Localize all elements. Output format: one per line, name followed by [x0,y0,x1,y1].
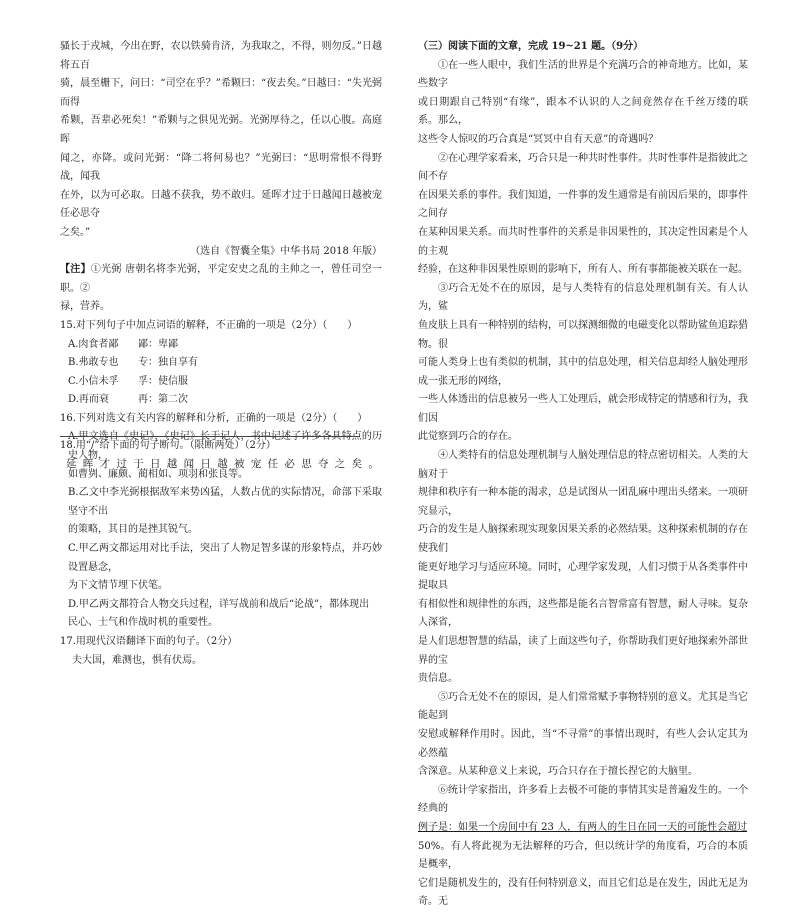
option-word: B.弗敢专也 [68,357,119,369]
paragraph-4-line: 巧合的发生是人脑探索现实现象因果关系的必然结果。这种探索机制的存在使我们 [418,524,748,555]
right-column [418,38,748,912]
paragraph-6-line-underlined: 例子是：如果一个房间中有 23 人，有两人的生日在同一天的可能性会超过 [418,821,748,833]
paragraph-3-line: 鱼皮肤上具有一种特别的结构，可以探测细微的电磁变化以帮助鲨鱼追踪猎物。很 [418,319,748,350]
paragraph-4-line: 能更好地学习与适应环境。同时，心理学家发现，人们习惯于从各类事件中提取具 [418,561,748,592]
passage-line: 希颗，吾辈必死矣！”希颗与之俱见光弼。光弼厚待之，任以心腹。高庭晖 [60,115,382,145]
q18-sentence[interactable]: 延晖才过于日越闻日越被宠任必思夺之矣。 [66,458,386,470]
paragraph-1-line: 这些令人惊叹的巧合真是“冥冥中自有天意”的奇遇吗？ [418,133,659,145]
paragraph-5: ⑤巧合无处不在的原因，是人们常常赋予事物特别的意义。尤其是当它能起到 [418,691,748,722]
passage-line: 骑，晨至栅下，问曰：“司空在乎？”希颗曰：“夜去矣。”日越曰：“失光弼而得 [60,78,382,108]
q15-option[interactable] [60,336,382,355]
paragraph-2: ②在心理学家看来，巧合只是一种共时性事件。共时性事件是指彼此之间不存 [418,152,748,183]
paragraph-4-line: 是人们思想智慧的结晶，读了上面这些句子，你帮助我们更好地探索外部世界的宝 [418,636,748,666]
paragraph-4-line: 有相似性和规律性的东西，这些都是能名言智常富有智慧，耐人寻味。复杂人深省， [418,598,748,629]
note-label: 【注】 [60,264,91,276]
annotation-note [60,261,382,298]
q16-option-a[interactable]: A.甲文选自《史记》，《史记》长于记人，书中记述了许多各具特点的历史人物， [68,431,382,462]
paragraph-4-line: 规律和秩序有一种本能的渴求，总是试图从一团乱麻中理出头绪来。一项研究显示， [418,487,748,517]
paragraph-1-line: 或日期跟自己特别“有缘”，跟本不认识的人之间竟然存在千丝万缕的联系。那么， [418,96,748,127]
option-gloss: 孚：使信服 [138,375,188,387]
paragraph-6-line: 50%。有人将此视为无法解释的巧合，但以统计学的角度看，巧合的本质是概率， [418,840,748,871]
q15-option[interactable] [60,373,382,392]
option-word: A.肉食者鄙 [68,338,119,350]
paragraph-3-line: 可能人类身上也有类似的机制，其中的信息处理，相关信息却经人脑处理形成一张无形的网络， [418,357,748,387]
paragraph-4: ④人类特有的信息处理机制与人脑处理信息的特点密切相关。人类的大脑对于 [418,450,748,480]
option-gloss: 再：第二次 [138,394,188,406]
q16-option-b[interactable]: B.乙文中李光弼根据敌军来势凶猛，人数占优的实际情况，命部下采取坚守不出 [68,487,382,517]
option-word: D.再而衰 [68,394,109,406]
paragraph-3-line: 一些人体透出的信息被另一些人工处理后，就会形成特定的情感和行为，我们因 [418,394,748,424]
paragraph-3-line: 此觉察到巧合的存在。 [418,431,518,443]
passage-line: 之矣。” [60,226,91,238]
passage-line: 在外，以为可必取。日越不获我，势不敢归。延晖才过于日越闻日越被宠任必思夺 [60,189,382,220]
paragraph-2-line: 经验，在这种非因果性原则的影响下，所有人、所有事都能被关联在一起。 [418,264,748,276]
paragraph-6-line: 它们是随机发生的，没有任何特别意义，而且它们总是在发生，因此无足为奇。无 [418,877,748,908]
paragraph-1: ①在一些人眼中，我们生活的世界是个充满巧合的神奇地方。比如，某些数字 [418,59,748,90]
paragraph-5-line: 安慰或解释作用时。因此，当“不寻常”的事情出现时，有些人会认定其为必然蕴 [418,728,748,759]
paragraph-3: ③巧合无处不在的原因，是与人类特有的信息处理机制有关。有人认为，鲨 [418,282,748,313]
q16-option-b-cont: 的策略，其目的是挫其锐气。 [68,524,198,536]
section-heading: （三）阅读下面的文章，完成 19~21 题。（9分） [418,41,644,52]
q15-option[interactable] [60,354,382,373]
paragraph-2-line: 在某种因果关系。而共时性事件的关系是非因果性的，其决定性因素是个人的主观 [418,226,748,257]
question-16: 16.下列对选文有关内容的解释和分析，正确的一项是（2分）（ ） [60,412,368,424]
annotation-note-cont: 禄，营养。 [60,301,110,313]
question-17: 17.用现代汉语翻译下面的句子。（2分） [60,636,238,647]
paragraph-6: ⑥统计学家指出，许多看上去极不可能的事情其实是普遍发生的。一个经典的 [418,784,748,815]
note-text: ①光弼 唐朝名将李光弼，平定安史之乱的主帅之一，曾任司空一职。② [60,264,382,294]
option-word: C.小信未孚 [68,375,119,387]
passage-line: 闻之，亦降。或问光弼：“降二将何易也？”光弼曰：“思明常恨不得野战，闻我 [60,152,382,183]
q16-option-c[interactable]: C.甲乙两文都运用对比手法，突出了人物足智多谋的形象特点，并巧妙设置悬念， [68,543,382,573]
paragraph-2-line: 在因果关系的事件。我们知道，一件事的发生通常是有前因后果的，即事件之间存 [418,189,748,220]
q17-sentence: 夫大国，难测也，惧有伏焉。 [72,654,202,666]
q16-option-c-cont: 为下文情节埋下伏笔。 [68,580,168,592]
option-gloss: 专：独自享有 [138,357,198,369]
q16-option-d[interactable]: D.甲乙两文都符合人物交兵过程，详写战前和战后“论战”，都体现出 [68,598,370,610]
paragraph-5-line: 含深意。从某种意义上来说，巧合只存在于擅长捏它的大脑里。 [418,766,698,778]
source-citation: （选自《智囊全集》中华书局 2018 年版） [190,245,382,257]
passage-line: 骚长于戎城，今出在野，农以铁骑肯济，为我取之，不得，则勿反。”日越将五百 [60,41,382,71]
q15-option[interactable] [60,391,382,410]
left-column [60,38,382,670]
q16-option-d-cont: 民心、士气和作战时机的重要性。 [68,617,218,629]
q16-option-a-cont: 如曹刿、廉颇、蔺相如、项羽和张良等。 [68,468,248,480]
paragraph-4-line: 贵信息。 [418,673,458,685]
question-15: 15.对下列句子中加点词语的解释，不正确的一项是（2分）（ ） [60,319,358,331]
option-gloss: 鄙：卑鄙 [138,338,178,350]
question-18: 18.用“/”给下面的句子断句。（限断两处）（2分） [60,440,276,451]
